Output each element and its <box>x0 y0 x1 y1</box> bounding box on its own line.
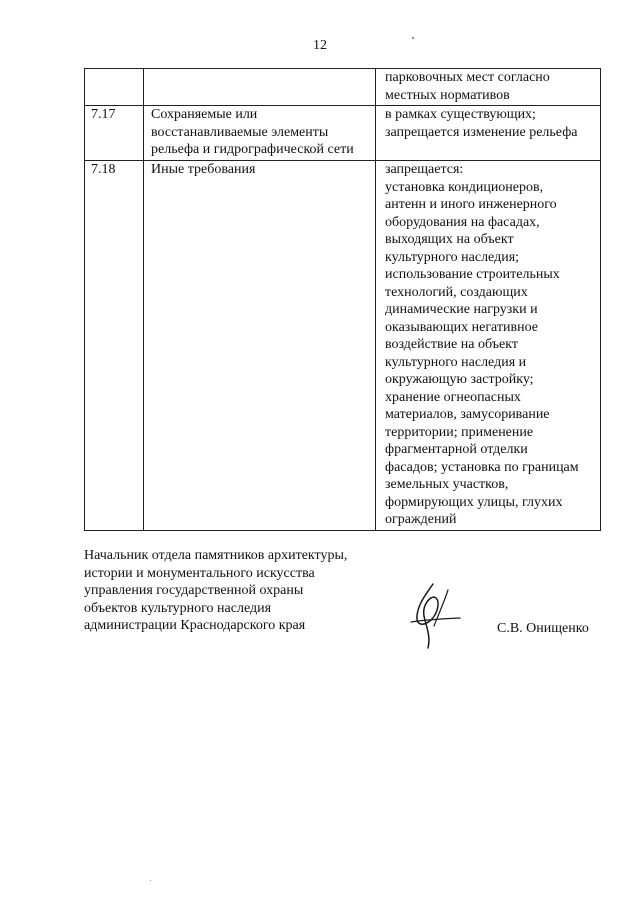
scan-speck <box>412 37 414 39</box>
scan-speck <box>150 880 151 881</box>
row-number-cell: 7.17 <box>85 106 144 161</box>
table-row <box>85 69 601 106</box>
table-row <box>85 161 601 531</box>
handwritten-signature <box>400 578 470 658</box>
row-number-cell <box>85 69 144 106</box>
requirement-value-cell: в рамках существующих; запрещается изменение рельефа <box>376 106 601 161</box>
page-number: 12 <box>313 38 327 53</box>
requirement-value-cell: запрещается: установка кондиционеров, антенн и иного инженерного оборудования на фасадах, выходящих на объект культурного наследия; использование строительных технологий, создающих динамические нагрузки и оказывающих негативное воздействие на объект культурного наследия и окружающую застройку; хранение огнеопасных материалов, замусоривание территории; применение фрагментарной отделки фасадов; установка по границам земельных участков, формирующих улицы, глухих ограждений <box>376 161 601 531</box>
requirement-name-cell: Иные требования <box>144 161 376 531</box>
requirement-value-cell: парковочных мест согласно местных нормативов <box>376 69 601 106</box>
row-number-cell: 7.18 <box>85 161 144 531</box>
requirement-name-cell: Сохраняемые или восстанавливаемые элементы рельефа и гидрографической сети <box>144 106 376 161</box>
signatory-position: Начальник отдела памятников архитектуры, истории и монументального искусства управления государственной охраны объектов культурного наследия администрации Краснодарского края <box>84 548 348 634</box>
requirement-name-cell <box>144 69 376 106</box>
requirements-table <box>84 68 601 531</box>
table-row <box>85 106 601 161</box>
signer-name: С.В. Онищенко <box>497 621 589 636</box>
